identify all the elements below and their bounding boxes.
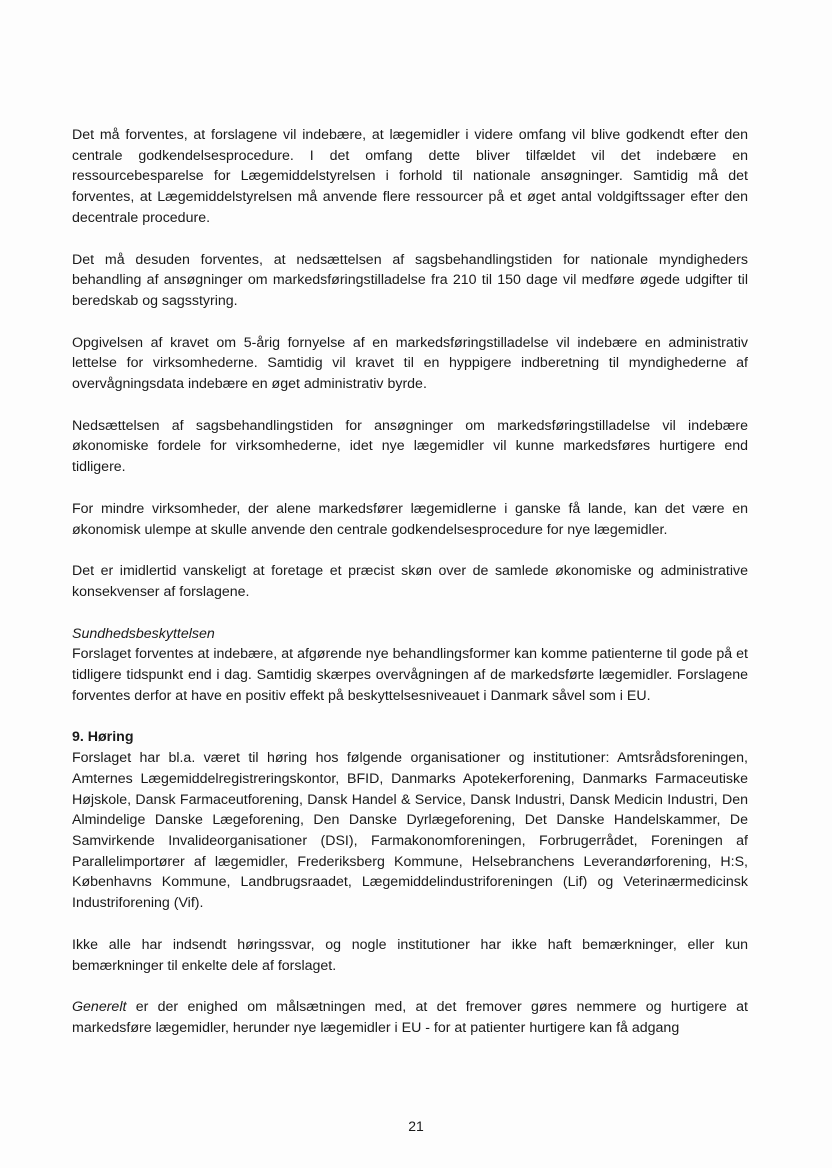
document-body bbox=[72, 125, 748, 1060]
paragraph-consequences-estimate: Det er imidlertid vanskeligt at foretage et præcist skøn over de samlede økonomiske og administrative konsekvenser af forslagene. bbox=[72, 563, 748, 600]
section-title-hearing: 9. Høring bbox=[72, 729, 134, 746]
paragraph-economic-benefits: Nedsættelsen af sagsbehandlingstiden for ansøgninger om markedsføringstilladelse vil indebære økonomiske fordele for virksomhederne, idet nye lægemidler vil kunne markedsføres hurtigere end tidligere. bbox=[72, 417, 748, 476]
page-number: 21 bbox=[408, 1118, 424, 1134]
section-text-hearing: Forslaget har bl.a. været til høring hos følgende organisationer og institutioner: Amtsrådsforeningen, Amternes Lægemiddelregistreringskontor, BFID, Danmarks Apotekerforening, Danmarks Farmaceutiske Højskole, Dansk Farmaceutforening, Dansk Handel & Service, Dansk Industri, Dansk Medicin Industri, Den Almindelige Danske Lægeforening, Den Danske Dyrlægeforening, Det Danske Handelskammer, De Samvirkende Invalideorganisationer (DSI), Farmakonomforeningen, Forbrugerrådet, Foreningen af Parallelimportører af lægemidler, Frederiksberg Kommune, Helsebranchens Leverandørforening, H:S, Københavns Kommune, Landbrugsraadet, Lægemiddelindustriforeningen (Lif) og Veterinærmedicinsk Industriforening (Vif). bbox=[72, 750, 748, 912]
paragraph-processing-time: Det må desuden forventes, at nedsættelsen af sagsbehandlingstiden for nationale myndigheders behandling af ansøgninger om markedsføringstilladelse fra 210 til 150 dage vil medføre øgede udgifter til beredskab og sagsstyring. bbox=[72, 251, 748, 309]
general-text: er der enighed om målsætningen med, at det fremover gøres nemmere og hurtigere at markedsføre lægemidler, herunder nye lægemidler i EU - for at patienter hurtigere kan få adgang bbox=[72, 999, 748, 1036]
section-hearing bbox=[72, 727, 748, 913]
section-health-protection bbox=[72, 624, 748, 707]
section-title-health: Sundhedsbeskyttelsen bbox=[72, 625, 215, 642]
paragraph-central-procedure: Det må forventes, at forslagene vil indebære, at lægemidler i videre omfang vil blive godkendt efter den centrale godkendelsesprocedure. I det omfang dette bliver tilfældet vil det indebære en ressourcebesparelse for Lægemiddelstyrelsen i forhold til nationale ansøgninger. Samtidig må det forventes, at Lægemiddelstyrelsen må anvende flere ressourcer på et øget antal voldgiftssager efter den decentrale procedure. bbox=[72, 127, 748, 226]
paragraph-general bbox=[72, 997, 748, 1038]
paragraph-responses: Ikke alle har indsendt høringssvar, og nogle institutioner har ikke haft bemærkninger, eller kun bemærkninger til enkelte dele af forslaget. bbox=[72, 936, 748, 974]
paragraph-renewal-requirement: Opgivelsen af kravet om 5-årig fornyelse af en markedsføringstilladelse vil indebære en administrativ lettelse for virksomhederne. Samtidig vil kravet til en hyppigere indberetning til myndighederne af overvågningsdata indebære en øget administrativ byrde. bbox=[72, 334, 748, 393]
section-text-health: Forslaget forventes at indebære, at afgørende nye behandlingsformer kan komme patienterne til gode på et tidligere tidspunkt end i dag. Samtidig skærpes overvågningen af de markedsførte lægemidler. Forslagene forventes derfor at have en positiv effekt på beskyttelsesniveauet i Danmark såvel som i EU. bbox=[72, 646, 748, 704]
paragraph-small-companies: For mindre virksomheder, der alene markedsfører lægemidlerne i ganske få lande, kan det være en økonomisk ulempe at skulle anvende den centrale godkendelsesprocedure for nye lægemidler. bbox=[72, 500, 748, 538]
general-label: Generelt bbox=[72, 999, 127, 1016]
